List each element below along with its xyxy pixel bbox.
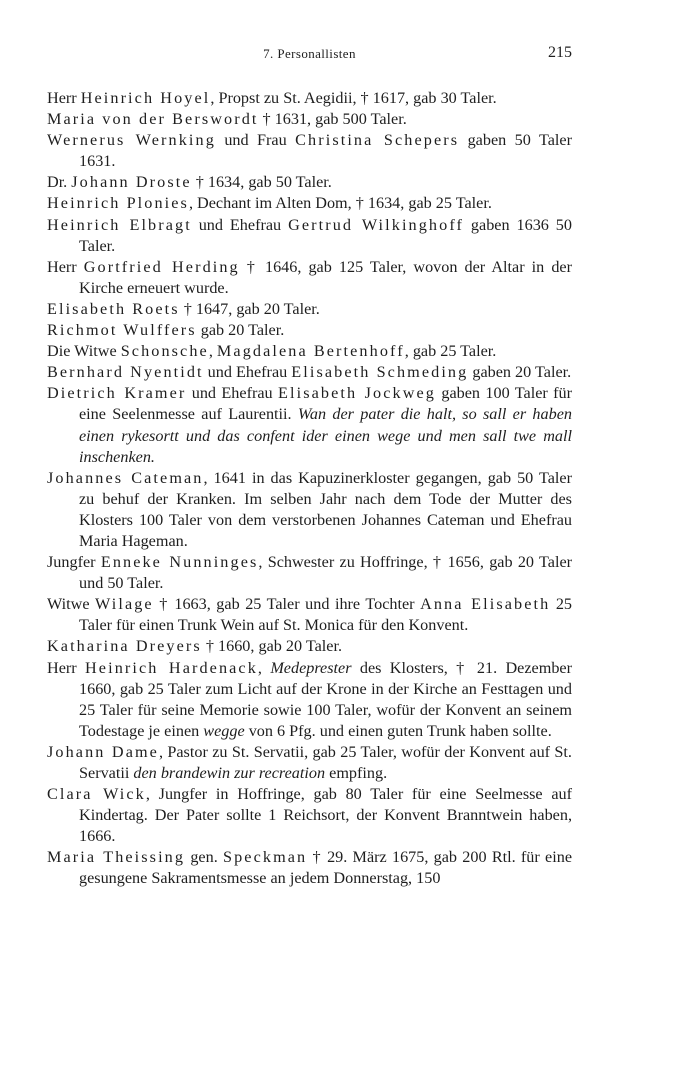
list-item (47, 468, 572, 552)
list-item (47, 341, 572, 362)
person-name: Wilage (95, 595, 154, 614)
entry-text: und Ehefrau (203, 363, 292, 382)
list-item (47, 320, 572, 341)
person-name: Gertrud Wilkinghoff (288, 215, 465, 234)
list-item (47, 658, 572, 742)
entry-text: empfing. (325, 764, 388, 782)
list-item (47, 130, 572, 172)
entry-text: † 1631, gab 500 Taler. (258, 110, 407, 129)
person-name: Enneke Nunninges (100, 553, 259, 572)
list-item (47, 88, 572, 109)
list-item (47, 636, 572, 657)
list-item (47, 257, 572, 299)
entry-text: und Frau (215, 131, 296, 150)
entry-text: , 1641 in das Kapuzinerkloster gegangen, gab 50 Taler zu behuf der Kranken. Im selben Jahr nach dem Tode der Mutter des Klosters 100 Taler von dem verstorbenen Johannes Cateman und Ehefrau Maria Hageman. (79, 468, 572, 550)
person-name: Heinrich Hardenack (85, 658, 258, 677)
entry-text: † 1634, gab 50 Taler. (191, 173, 332, 192)
entry-text: von 6 Pfg. und einen guten Trunk haben sollte. (244, 721, 552, 740)
entry-text: Herr (47, 257, 84, 276)
list-item (47, 362, 572, 383)
person-name: Gortfried Herding (83, 257, 240, 276)
person-name: Johannes Cateman (47, 468, 204, 487)
list-item (47, 193, 572, 214)
list-item (47, 847, 572, 889)
entry-text: Witwe (47, 595, 96, 614)
entry-text: , Dechant im Alten Dom, † 1634, gab 25 Taler. (188, 194, 492, 213)
list-item (47, 594, 572, 636)
person-name: Katharina Dreyers (47, 637, 202, 656)
entry-text: Dr. (47, 173, 72, 192)
entry-text: Herr (47, 89, 81, 107)
entry-text: Jungfer (47, 553, 101, 572)
entry-text: † 1663, gab 25 Taler und ihre Tochter (153, 595, 421, 614)
person-name: Clara Wick (47, 785, 146, 804)
entry-text: gaben 100 Taler für eine Seelenmesse auf Laurentii. (79, 384, 573, 424)
entry-text: und Ehefrau (186, 384, 279, 403)
entry-text: 25 Taler für einen Trunk Wein auf St. Monica für den Konvent. (79, 595, 573, 635)
entry-text: , Schwester zu Hoffringe, † 1656, gab 20 Taler und 50 Taler. (79, 553, 573, 593)
person-name: Heinrich Plonies (47, 194, 189, 213)
list-item (47, 784, 572, 847)
entry-text: gaben 20 Taler. (468, 363, 572, 382)
entry-text: des Klosters, † 21. Dezember 1660, gab 25 Taler zum Licht auf der Krone in der Kirche an Festtagen und 25 Taler für seine Memorie sowie 100 Taler, wofür der Konvent an seinem Todestage je einen (79, 658, 572, 740)
list-item (47, 109, 572, 130)
entry-text: , Jungfer in Hoffringe, gab 80 Taler für eine Seelmesse auf Kindertag. Der Pater sollte 1 Reichsort, der Konvent Branntwein haben, 1666. (79, 785, 573, 846)
page-header (47, 46, 572, 70)
person-name: Christina Schepers (295, 131, 460, 150)
person-name: Maria von der Berswordt (47, 110, 259, 129)
entry-text: , (208, 342, 217, 361)
entry-text: Die Witwe (47, 342, 121, 361)
quoted-text: den brandewin zur recreation (133, 764, 326, 782)
entry-text: gab 20 Taler. (196, 321, 285, 340)
person-name: Heinrich Elbragt (47, 215, 192, 234)
entry-text: , Propst zu St. Aegidii, † 1617, gab 30 Taler. (210, 89, 497, 107)
person-name: Johann Dame (47, 742, 159, 761)
list-item (47, 299, 572, 320)
person-name: Elisabeth Jockweg (278, 384, 436, 403)
quoted-text: Medeprester (270, 658, 352, 677)
person-name: Elisabeth Roets (47, 299, 180, 318)
entry-text: † 1647, gab 20 Taler. (179, 299, 320, 318)
person-name: Maria Theissing (47, 848, 186, 867)
person-name: Schonsche (120, 342, 209, 361)
entry-text: , Pastor zu St. Servatii, gab 25 Taler, wofür der Konvent auf St. Servatii (79, 742, 572, 782)
running-head: 7. Personallisten (263, 46, 356, 61)
entry-text: , (257, 658, 271, 677)
entry-text: gaben 50 Taler 1631. (79, 131, 572, 171)
donor-list (47, 88, 572, 890)
entry-text: † 1660, gab 20 Taler. (201, 637, 342, 656)
person-name: Wernerus Wernking (47, 131, 216, 150)
list-item (47, 742, 572, 784)
entry-text: gaben 1636 50 Taler. (79, 215, 572, 255)
person-name: Magdalena Bertenhoff (216, 342, 405, 361)
list-item (47, 172, 572, 193)
person-name: Elisabeth Schmeding (291, 363, 469, 382)
person-name: Anna Elisabeth (420, 595, 551, 614)
person-name: Johann Droste (71, 173, 192, 192)
quoted-text: wegge (203, 721, 245, 740)
entry-text: und Ehefrau (191, 215, 289, 234)
entry-text: Herr (47, 658, 86, 677)
entry-text: † 1646, gab 125 Taler, wovon der Altar in der Kirche erneuert wurde. (79, 257, 572, 297)
person-name: Dietrich Kramer (47, 384, 187, 403)
person-name: Richmot Wulffers (47, 321, 197, 340)
list-item (47, 215, 572, 257)
entry-text: gen. (185, 848, 224, 867)
list-item (47, 383, 572, 467)
entry-text: , gab 25 Taler. (404, 342, 497, 361)
entry-text: † 29. März 1675, gab 200 Rtl. für eine gesungene Sakramentsmesse an jedem Donnerstag, 150 (79, 848, 573, 888)
person-name: Speckman (223, 848, 308, 867)
person-name: Heinrich Hoyel (80, 89, 211, 107)
page-number: 215 (548, 44, 572, 61)
quoted-text: Wan der pater die halt, so sall er haben einen rykesortt und das confent ider einen wege und men sall twe mall inschenken. (79, 405, 572, 466)
person-name: Bernhard Nyentidt (47, 363, 204, 382)
list-item (47, 552, 572, 594)
